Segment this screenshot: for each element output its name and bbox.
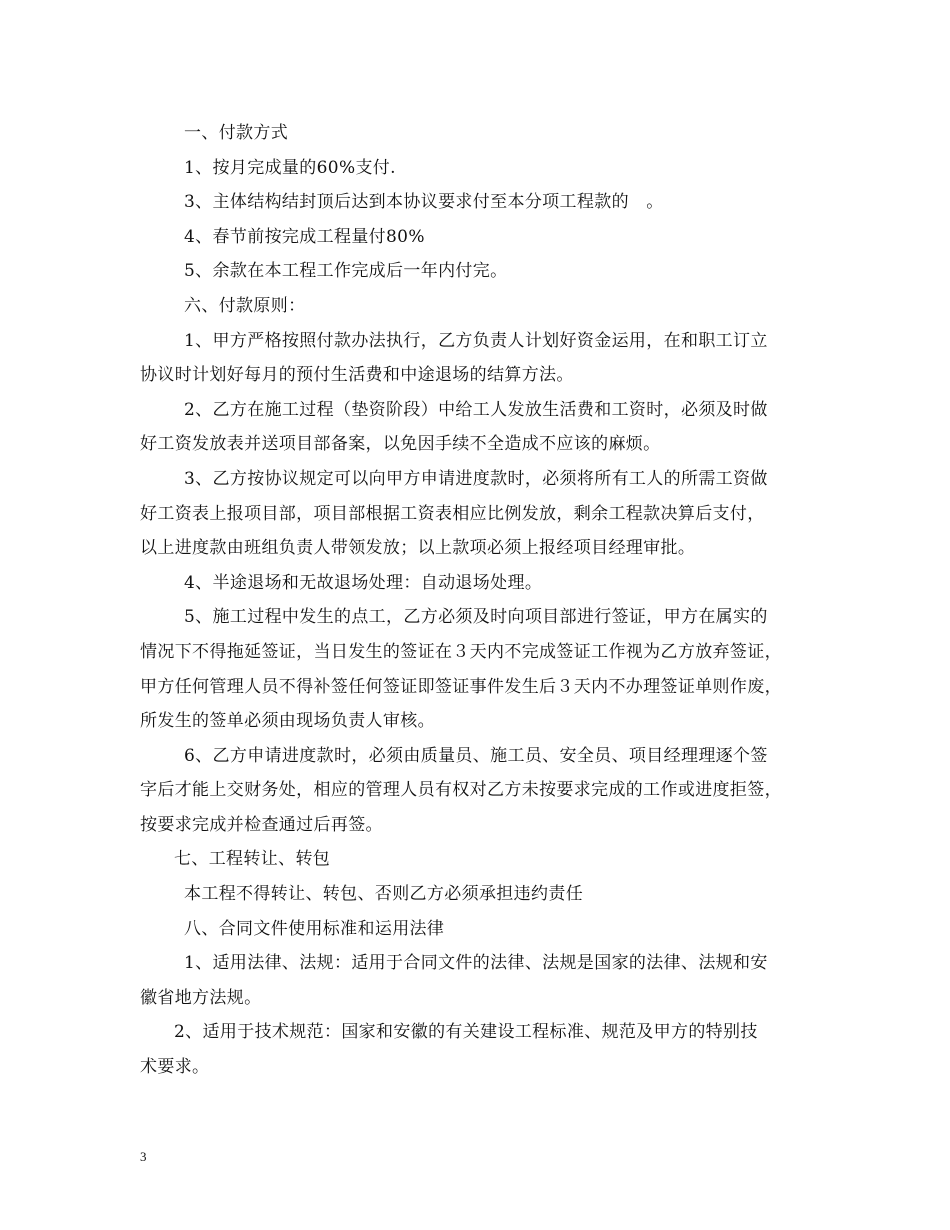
paragraph-line: 4、春节前按完成工程量付80%: [184, 226, 425, 247]
section-heading-contract-standards: 八、合同文件使用标准和运用法律: [184, 918, 445, 939]
paragraph-line: 本工程不得转让、转包、否则乙方必须承担违约责任: [184, 884, 584, 905]
paragraph-line: 情况下不得拖延签证，当日发生的签证在３天内不完成签证工作视为乙方放弃签证，: [140, 641, 782, 662]
paragraph-line: 5、余款在本工程工作完成后一年内付完。: [184, 261, 508, 282]
paragraph-line: 4、半途退场和无故退场处理：自动退场处理。: [184, 572, 543, 593]
section-heading-transfer: 七、工程转让、转包: [174, 849, 331, 870]
paragraph-line: 1、按月完成量的60%支付.: [184, 157, 396, 178]
paragraph-line: 协议时计划好每月的预付生活费和中途退场的结算方法。: [140, 365, 574, 386]
paragraph-line: 以上进度款由班组负责人带领发放；以上款项必须上报经项目经理审批。: [140, 538, 696, 559]
paragraph-line: 术要求。: [140, 1057, 210, 1078]
page-number: 3: [140, 1149, 147, 1164]
paragraph-line: 按要求完成并检查通过后再签。: [140, 814, 383, 835]
paragraph-line: 6、乙方申请进度款时，必须由质量员、施工员、安全员、项目经理理逐个签: [184, 745, 768, 766]
paragraph-line: 1、适用法律、法规：适用于合同文件的法律、法规是国家的法律、法规和安: [184, 953, 768, 974]
paragraph-line: 3、乙方按协议规定可以向甲方申请进度款时，必须将所有工人的所需工资做: [184, 468, 768, 489]
paragraph-line: 字后才能上交财务处，相应的管理人员有权对乙方未按要求完成的工作或进度拒签，: [140, 780, 782, 801]
paragraph-line: 3、主体结构结封顶后达到本协议要求付至本分项工程款的 。: [184, 192, 664, 213]
paragraph-line: 徽省地方法规。: [140, 987, 262, 1008]
section-heading-payment-principles: 六、付款原则：: [184, 295, 306, 316]
document-body: [140, 116, 840, 1085]
paragraph-line: 2、乙方在施工过程（垫资阶段）中给工人发放生活费和工资时，必须及时做: [184, 399, 768, 420]
paragraph-line: 好工资发放表并送项目部备案，以免因手续不全造成不应该的麻烦。: [140, 434, 661, 455]
paragraph-line: 甲方任何管理人员不得补签任何签证即签证事件发生后３天内不办理签证单则作废，: [140, 676, 782, 697]
paragraph-line: 1、甲方严格按照付款办法执行，乙方负责人计划好资金运用，在和职工订立: [184, 330, 768, 351]
paragraph-line: 2、适用于技术规范：国家和安徽的有关建设工程标准、规范及甲方的特别技: [174, 1022, 758, 1043]
paragraph-line: 好工资表上报项目部，项目部根据工资表相应比例发放，剩余工程款决算后支付，: [140, 503, 765, 524]
paragraph-line: 5、施工过程中发生的点工，乙方必须及时向项目部进行签证，甲方在属实的: [184, 607, 768, 628]
section-heading-payment-method: 一、付款方式: [184, 123, 289, 143]
paragraph-line: 所发生的签单必须由现场负责人审核。: [140, 711, 435, 732]
